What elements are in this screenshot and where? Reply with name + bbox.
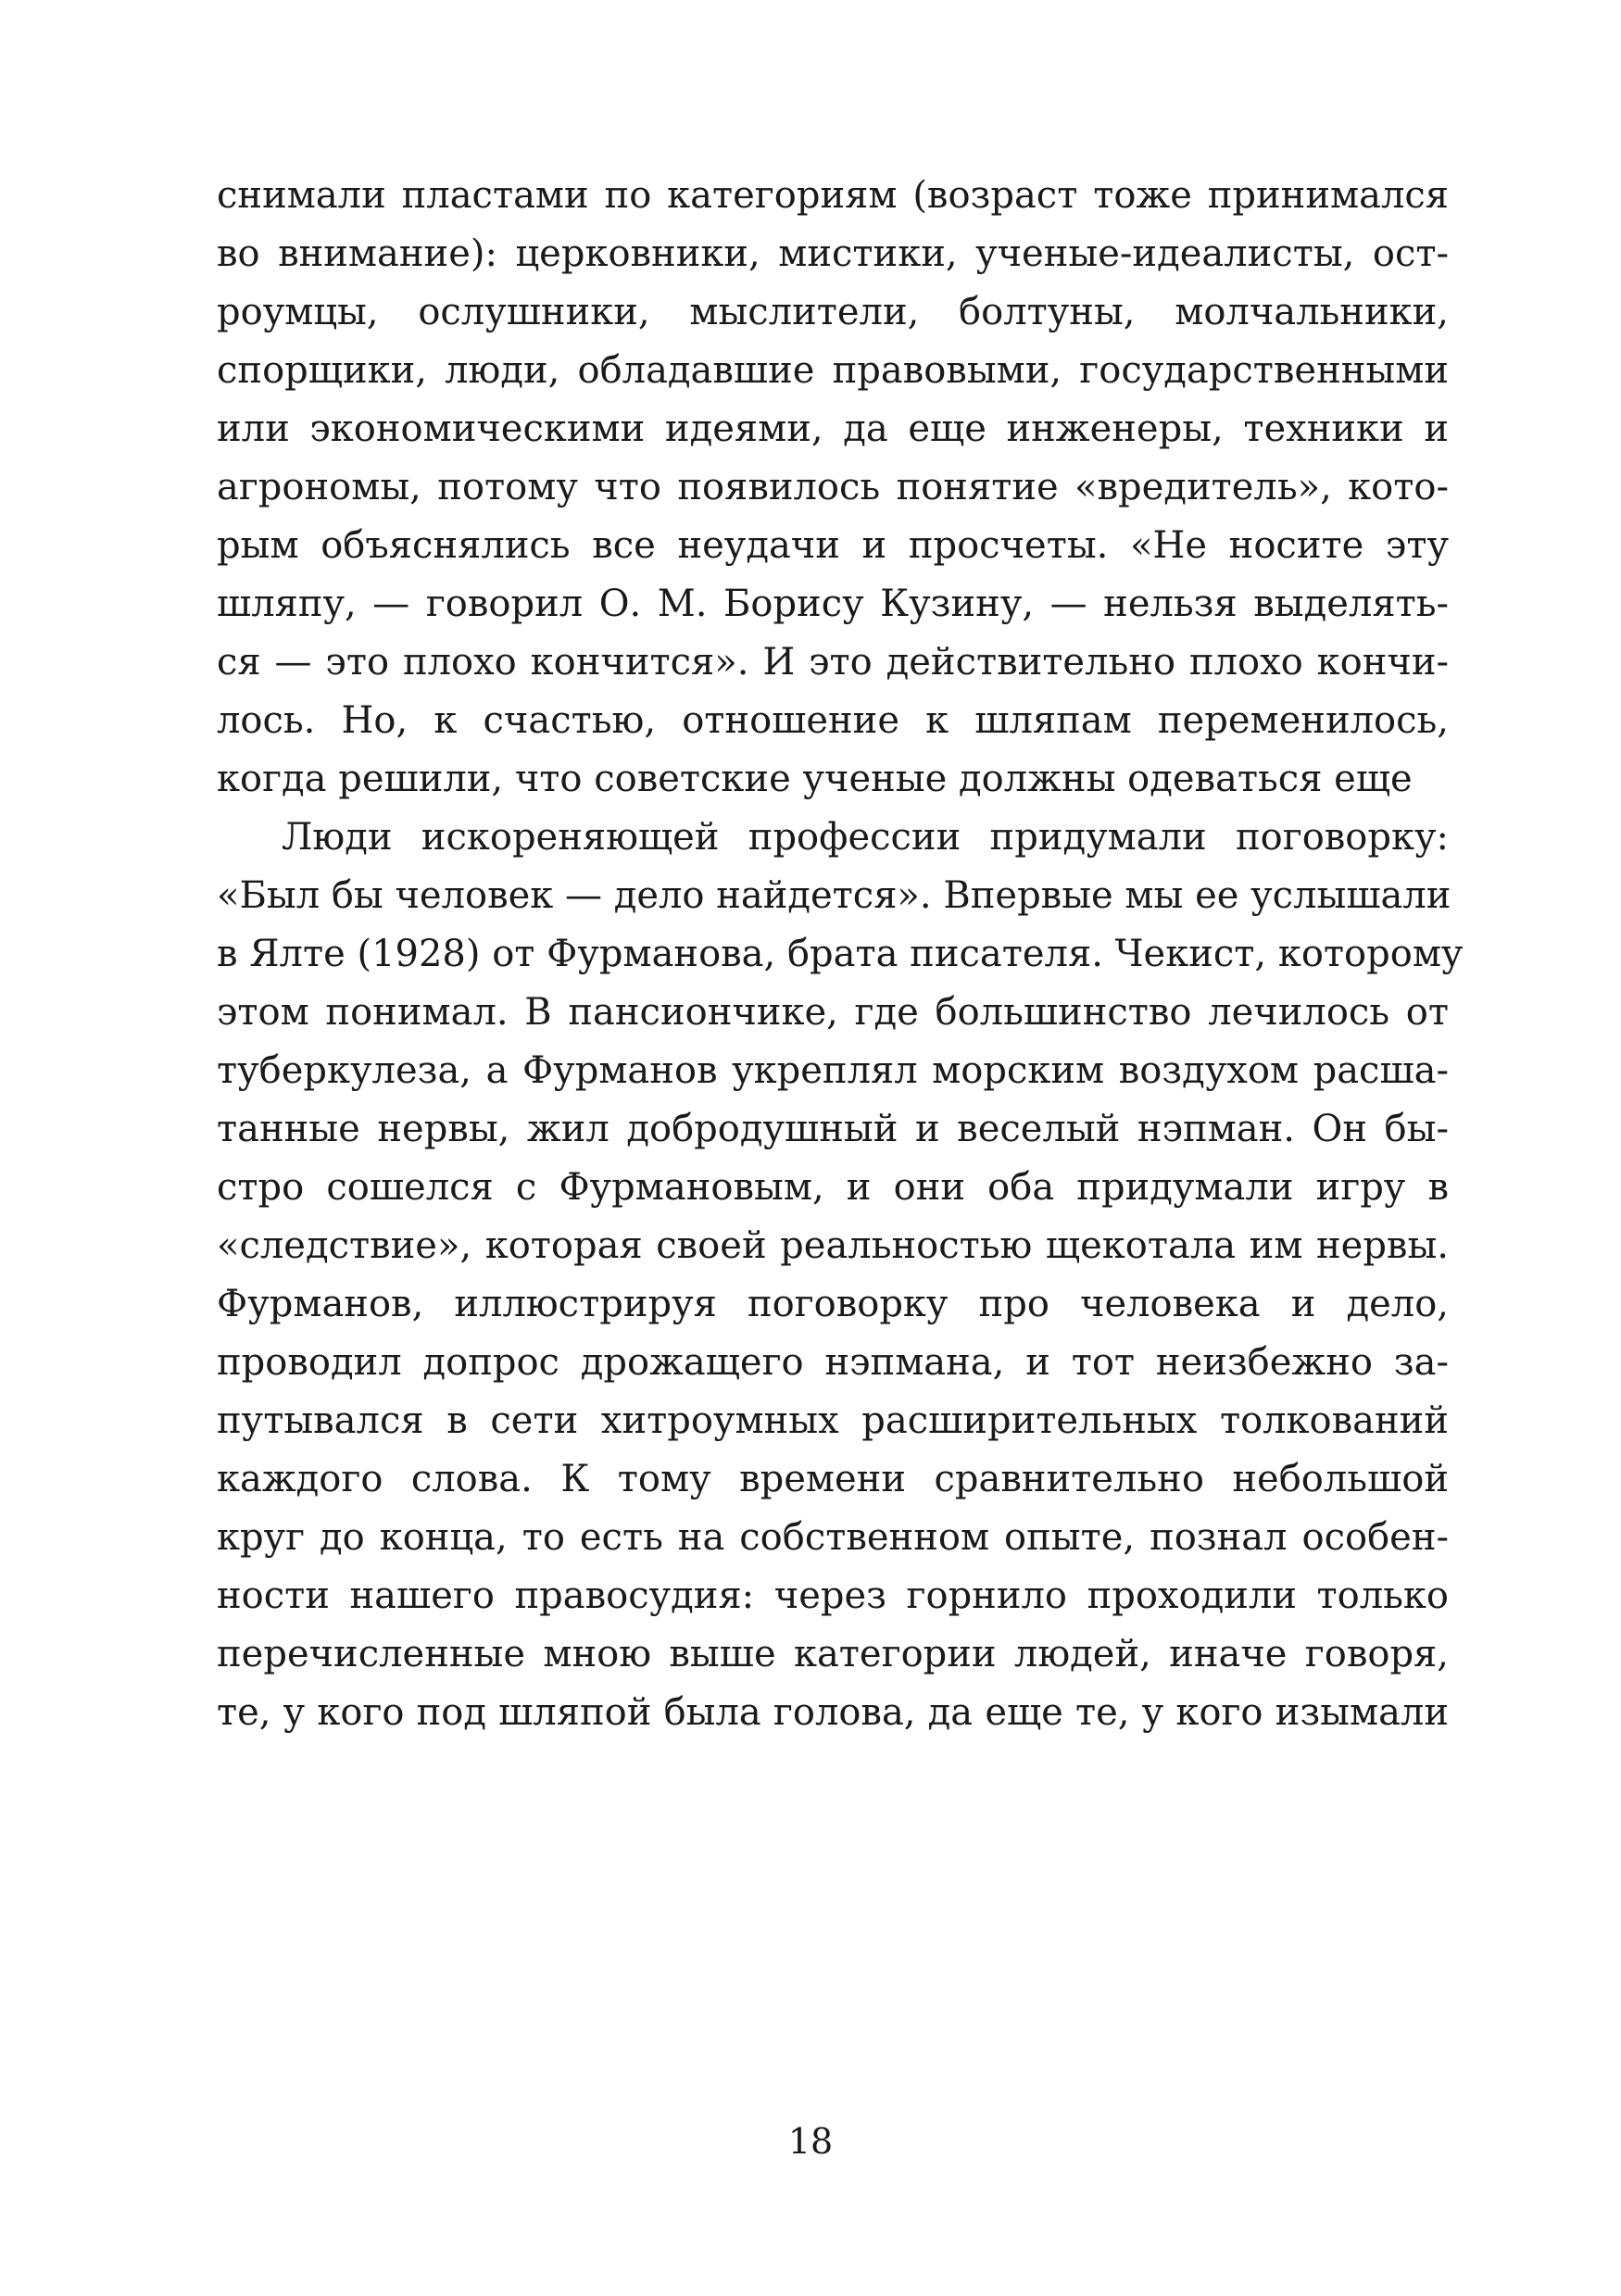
text-line: этом понимал. В пансиончике, где большинство лечилось от [217, 991, 1449, 1034]
text-line: круг до конца, то есть на собственном опыте, познал особен- [217, 1516, 1449, 1559]
text-line: танные нервы, жил добродушный и веселый нэпман. Он бы- [217, 1108, 1449, 1150]
text-line: когда решили, что советские ученые должны одеваться еще [217, 758, 1413, 800]
text-line: «следствие», которая своей реальностью щекотала им нервы. [217, 1224, 1449, 1267]
text-line: каждого слова. К тому времени сравнительно небольшой [217, 1458, 1449, 1500]
text-line: или экономическими идеями, да еще инженеры, техники и [217, 408, 1449, 450]
text-line: путывался в сети хитроумных расширительных толкований [217, 1399, 1449, 1442]
text-line: проводил допрос дрожащего нэпмана, и тот неизбежно за- [217, 1341, 1449, 1384]
body-text [217, 167, 1464, 1742]
text-line: перечисленные мною выше категории людей, иначе говоря, [217, 1633, 1449, 1675]
text-line: в Ялте (1928) от Фурманова, брата писателя. Чекист, которому [217, 933, 1464, 975]
page-number: 18 [787, 2121, 834, 2162]
text-line: Фурманов, иллюстрируя поговорку про человека и дело, [217, 1283, 1449, 1325]
paragraph-2 [217, 809, 1464, 1742]
text-line: Люди искореняющей профессии придумали поговорку: [282, 816, 1449, 859]
text-line: шляпу, — говорил О. М. Борису Кузину, — нельзя выделять- [217, 583, 1449, 625]
text-line: спорщики, люди, обладавшие правовыми, государственными [217, 349, 1449, 392]
paragraph-1 [217, 167, 1449, 809]
text-line: туберкулеза, а Фурманов укреплял морским воздухом расша- [217, 1049, 1449, 1092]
text-line: агрономы, потому что появилось понятие «вредитель», кото- [217, 466, 1449, 508]
text-line: снимали пластами по категориям (возраст тоже принимался [217, 174, 1449, 217]
text-line: лось. Но, к счастью, отношение к шляпам переменилось, [217, 699, 1449, 742]
text-line: ся — это плохо кончится». И это действительно плохо кончи- [217, 641, 1449, 684]
text-line: стро сошелся с Фурмановым, и они оба придумали игру в [217, 1166, 1449, 1209]
text-line: те, у кого под шляпой была голова, да еще те, у кого изымали [217, 1691, 1449, 1734]
text-line: ности нашего правосудия: через горнило проходили только [217, 1575, 1449, 1617]
text-line: «Был бы человек — дело найдется». Впервые мы ее услышали [217, 874, 1451, 917]
text-line: во внимание): церковники, мистики, ученые-идеалисты, ост- [217, 232, 1449, 275]
text-line: рым объяснялись все неудачи и просчеты. «Не носите эту [217, 524, 1449, 567]
text-line: роумцы, ослушники, мыслители, болтуны, молчальники, [217, 291, 1449, 333]
